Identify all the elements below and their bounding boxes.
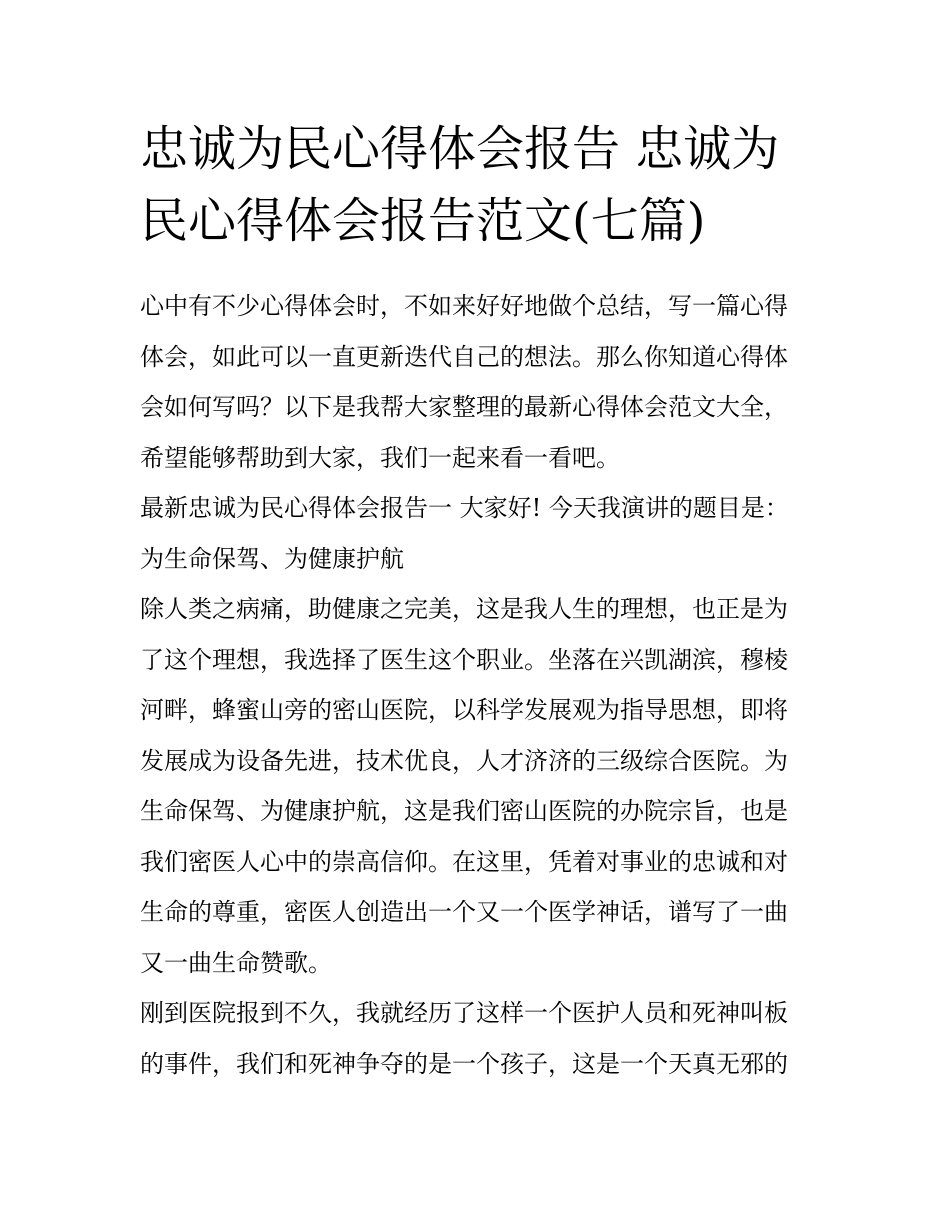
paragraph-story: 刚到医院报到不久，我就经历了这样一个医护人员和死神叫板 的事件，我们和死神争夺的是一个孩子，这是一个天真无邪的 [140, 999, 788, 1078]
document-body [140, 113, 812, 1089]
document-title: 忠诚为民心得体会报告 忠诚为 民心得体会报告范文(七篇) [140, 121, 780, 249]
paragraph-hospital: 除人类之病痛，助健康之完美，这是我人生的理想，也正是为 了这个理想，我选择了医生这个职业。坐落在兴凯湖滨，穆棱 河畔，蜂蜜山旁的密山医院，以科学发展观为指导思想，即将 发展成为设备先进，技术优良，人才济济的三级综合医院。为 生命保驾、为健康护航，这是我们密山医院的办院宗旨，也是 我们密医人心中的崇高信仰。在这里，凭着对事业的忠诚和对 生命的尊重，密医人创造出一个又一个医学神话，谱写了一曲 又一曲生命赞歌。 [140, 595, 788, 977]
paragraph-intro: 心中有不少心得体会时，不如来好好地做个总结，写一篇心得 体会，如此可以一直更新迭代自己的想法。那么你知道心得体 会如何写吗？以下是我帮大家整理的最新心得体会范文大全， 希望能够帮助到大家，我们一起来看一看吧。 [140, 292, 788, 472]
title-block [140, 113, 812, 257]
paragraph-speech-heading: 最新忠诚为民心得体会报告一 大家好! 今天我演讲的题目是： 为生命保驾、为健康护航 [140, 494, 789, 573]
